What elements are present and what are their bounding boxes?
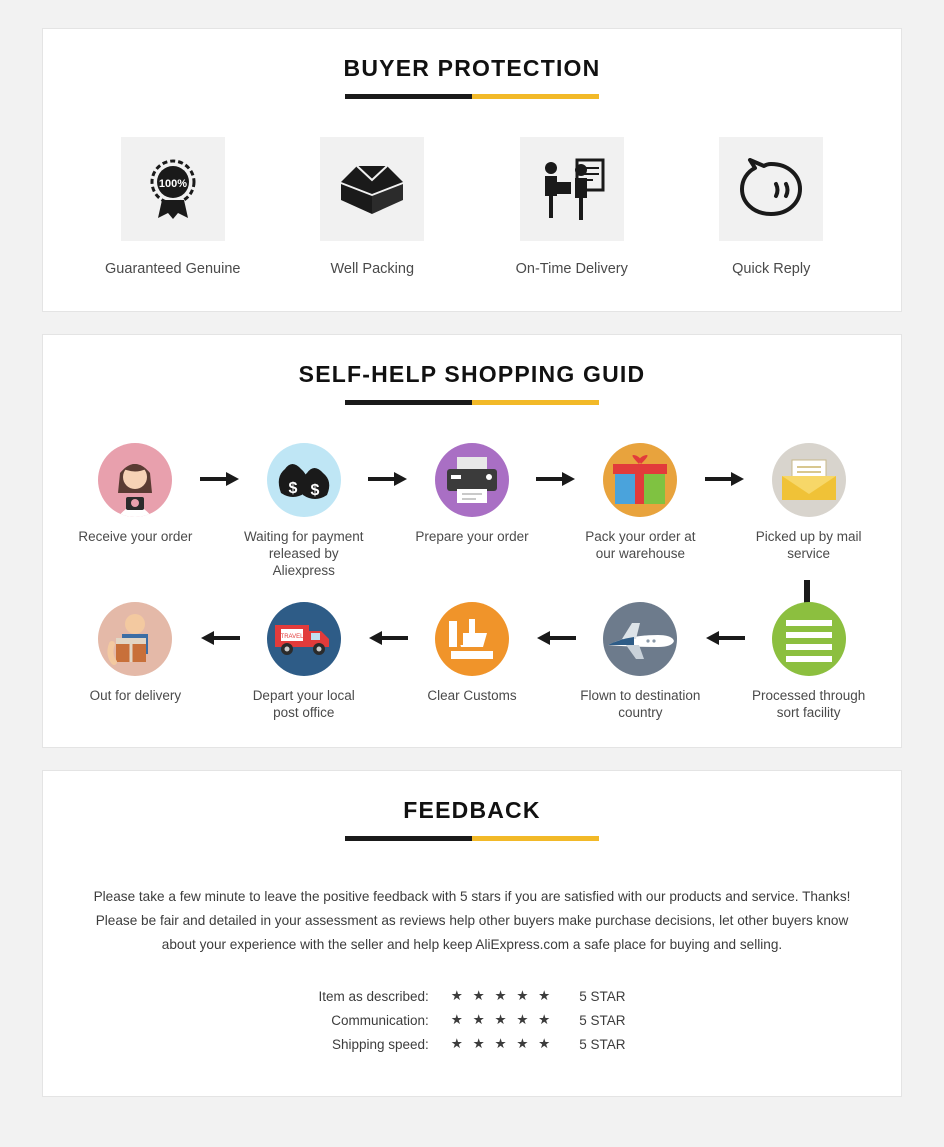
arrow-left-icon <box>198 602 242 646</box>
buyer-protection-item <box>287 137 457 277</box>
feedback-ratings-table <box>318 984 625 1056</box>
guide-step-label: Prepare your order <box>415 529 529 544</box>
guide-row-1 <box>73 443 871 580</box>
table-row <box>318 1008 625 1032</box>
buyer-protection-item-label: On-Time Delivery <box>515 261 628 277</box>
feedback-title: FEEDBACK <box>403 797 541 824</box>
rating-label: Communication: <box>331 1012 429 1028</box>
guide-step-label: Waiting for payment released by Aliexpress <box>243 529 364 578</box>
buyer-protection-item-label: Guaranteed Genuine <box>105 261 241 277</box>
rating-stars: ★ ★ ★ ★ ★ <box>450 1036 554 1052</box>
guide-step <box>241 443 366 580</box>
feedback-card <box>42 770 902 1097</box>
airplane-icon <box>603 602 677 676</box>
shopping-guide-card <box>42 334 902 748</box>
money-bags-icon <box>267 443 341 517</box>
rating-value: 5 STAR <box>579 1012 626 1028</box>
arrow-right-icon <box>366 443 410 487</box>
buyer-protection-item-label: Well Packing <box>330 261 415 277</box>
arrow-right-icon <box>703 443 747 487</box>
guide-step <box>578 443 703 563</box>
arrow-left-icon <box>534 602 578 646</box>
guide-step-label: Processed through sort facility <box>751 687 866 720</box>
rating-value: 5 STAR <box>579 1036 626 1052</box>
gift-box-icon <box>603 443 677 517</box>
guide-row-2 <box>73 602 871 722</box>
customer-avatar-icon <box>98 443 172 517</box>
arrow-left-icon <box>703 602 747 646</box>
arrow-right-icon <box>198 443 242 487</box>
svg-text:$: $ <box>288 480 298 497</box>
table-row <box>318 984 625 1008</box>
guide-step <box>578 602 703 722</box>
rating-label: Shipping speed: <box>331 1036 429 1052</box>
rating-stars: ★ ★ ★ ★ ★ <box>450 1012 554 1028</box>
table-row <box>318 1032 625 1056</box>
title-divider <box>345 836 599 841</box>
feedback-paragraph: Please take a few minute to leave the positive feedback with 5 stars if you are satisfied with our products and service. Thanks! Please be fair and detailed in your assessment as reviews help other buyers make purchase decisions, let other buyers know about your experience with the seller and help keep AliExpress.com a safe place for buying and selling. <box>93 888 851 952</box>
printer-icon <box>435 443 509 517</box>
medal-100-icon <box>121 137 225 241</box>
shopping-guide-steps <box>43 405 901 747</box>
mail-envelope-icon <box>772 443 846 517</box>
guide-step <box>73 602 198 705</box>
buyer-protection-item-label: Quick Reply <box>732 261 811 277</box>
title-divider <box>345 400 599 405</box>
buyer-protection-card <box>42 28 902 312</box>
guide-step-label: Receive your order <box>78 529 193 544</box>
svg-text:$: $ <box>310 482 320 499</box>
buyer-protection-item <box>487 137 657 277</box>
guide-step <box>746 443 871 563</box>
open-box-icon <box>320 137 424 241</box>
guide-step-label: Picked up by mail service <box>755 529 862 561</box>
title-divider <box>345 94 599 99</box>
shopping-guide-title: SELF-HELP SHOPPING GUID <box>298 361 646 387</box>
guide-step-label: Depart your local post office <box>252 687 355 720</box>
arrow-left-icon <box>366 602 410 646</box>
svg-text:100%: 100% <box>158 178 187 190</box>
rating-stars: ★ ★ ★ ★ ★ <box>450 988 554 1004</box>
sort-facility-icon <box>772 602 846 676</box>
guide-step <box>410 602 535 705</box>
courier-package-icon <box>98 602 172 676</box>
guide-step-label: Pack your order at our warehouse <box>585 529 696 561</box>
rating-label: Item as described: <box>318 988 429 1004</box>
guide-step-label: Flown to destination country <box>580 687 701 720</box>
svg-text:TRAVEL: TRAVEL <box>280 633 304 640</box>
buyer-protection-item <box>88 137 258 277</box>
buyer-protection-items <box>43 99 901 311</box>
guide-step <box>410 443 535 546</box>
guide-step <box>241 602 366 722</box>
guide-step-label: Out for delivery <box>89 687 182 703</box>
arrow-right-icon <box>534 443 578 487</box>
customs-stamp-icon <box>435 602 509 676</box>
rating-value: 5 STAR <box>579 988 626 1004</box>
buyer-protection-item <box>686 137 856 277</box>
guide-step <box>746 602 871 722</box>
buyer-protection-title: BUYER PROTECTION <box>343 55 601 81</box>
speech-face-icon <box>719 137 823 241</box>
guide-step-label: Clear Customs <box>427 687 517 703</box>
delivery-van-icon <box>267 602 341 676</box>
guide-step <box>73 443 198 546</box>
delivery-person-icon <box>520 137 624 241</box>
